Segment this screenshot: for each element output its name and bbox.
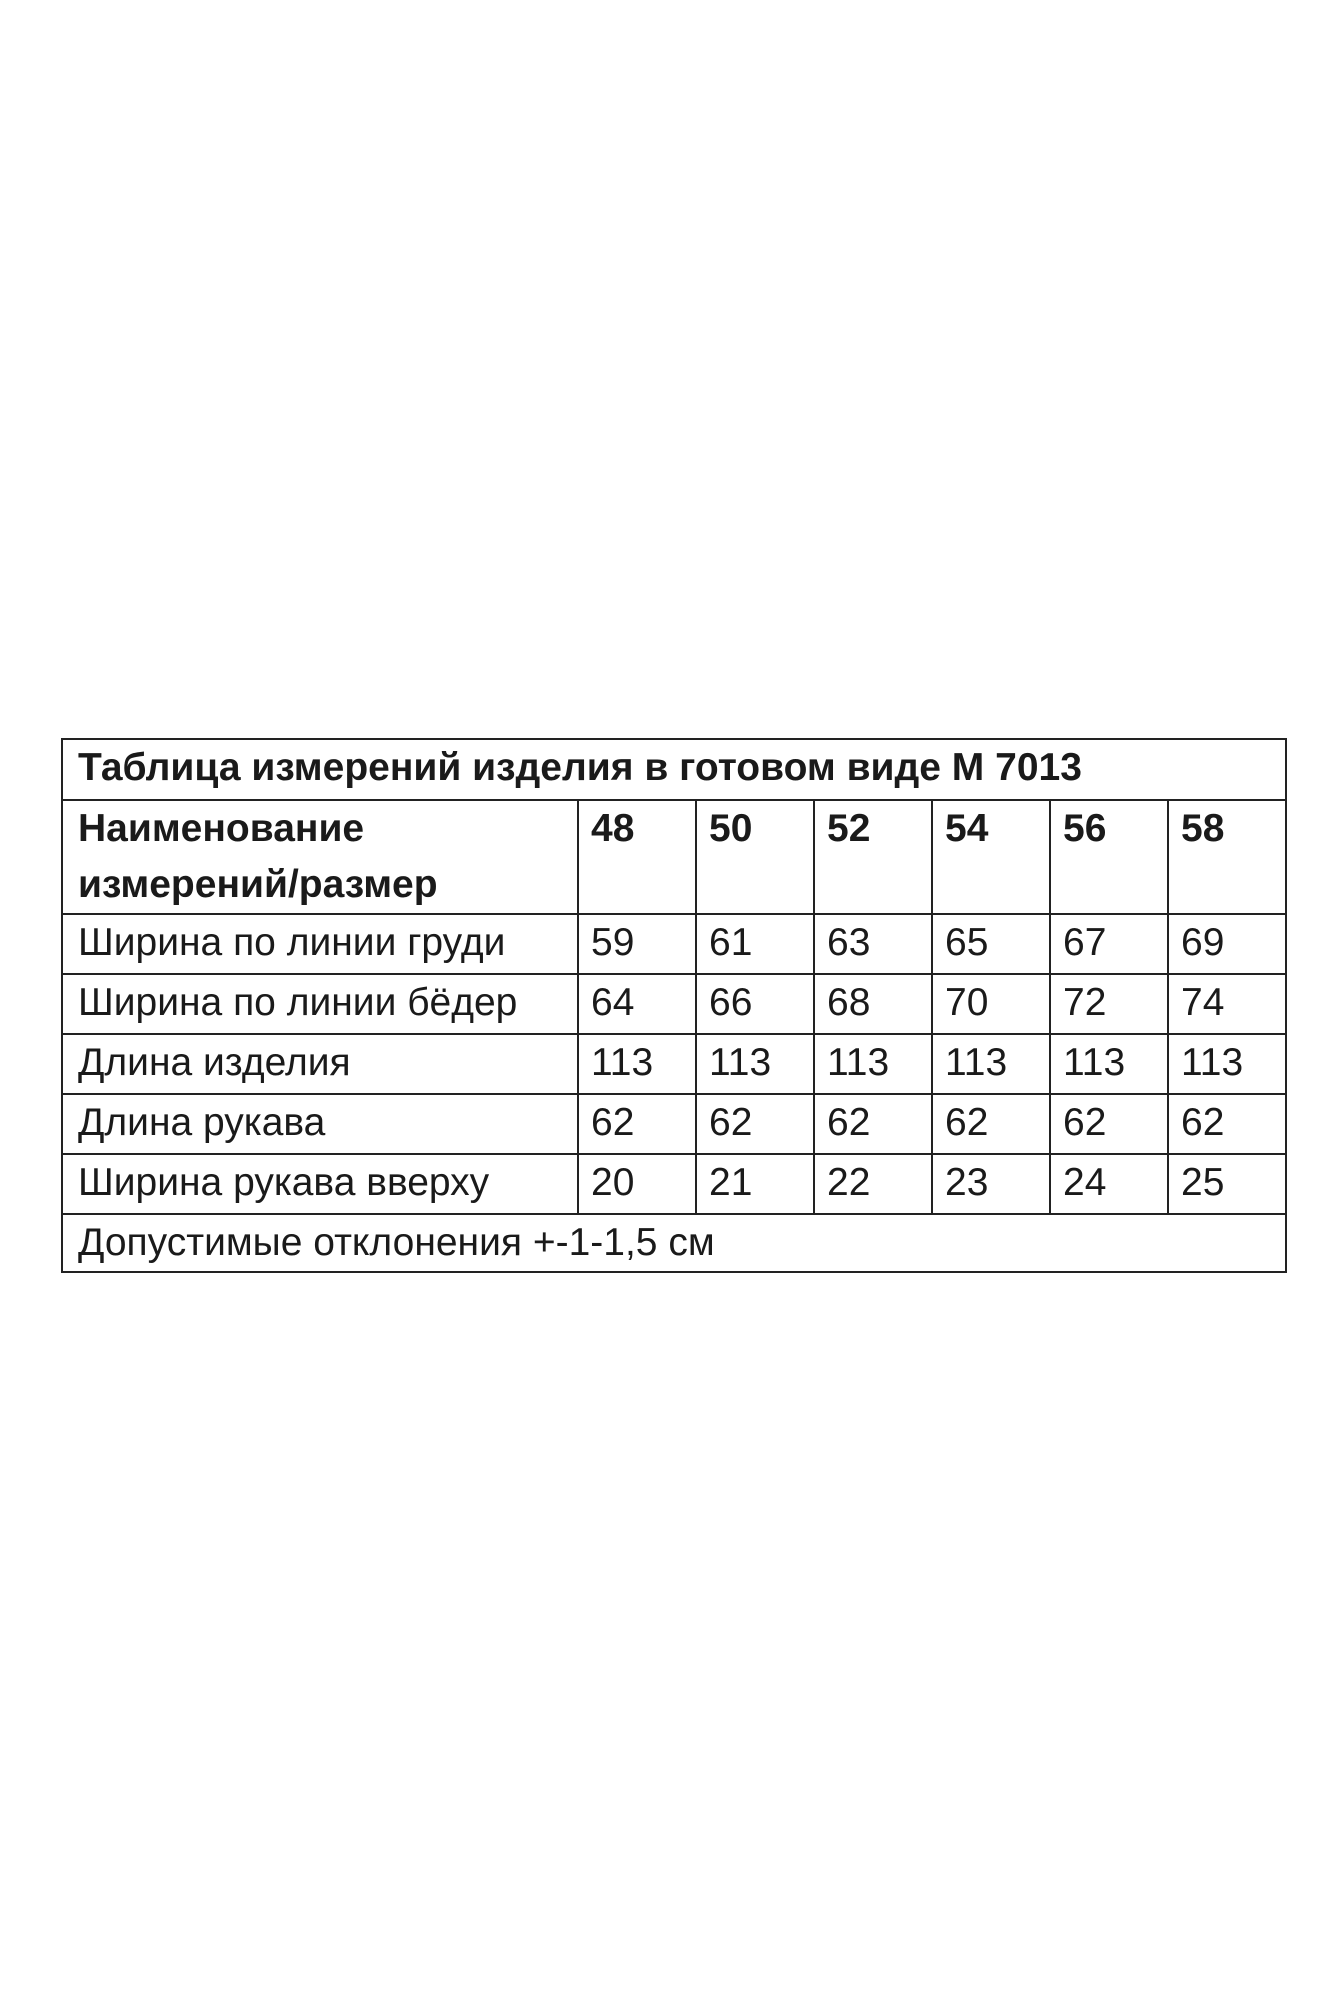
table-cell: 25 bbox=[1168, 1154, 1286, 1214]
table-cell: 20 bbox=[578, 1154, 696, 1214]
table-cell: 61 bbox=[696, 914, 814, 974]
header-label-line2: измерений/размер bbox=[78, 863, 438, 906]
table-cell: 70 bbox=[932, 974, 1050, 1034]
table-cell: 69 bbox=[1168, 914, 1286, 974]
row-label: Ширина по линии груди bbox=[62, 914, 578, 974]
table-cell: 59 bbox=[578, 914, 696, 974]
table-cell: 21 bbox=[696, 1154, 814, 1214]
header-label bbox=[62, 800, 578, 914]
table-cell: 23 bbox=[932, 1154, 1050, 1214]
size-header-50: 50 bbox=[696, 800, 814, 914]
table-cell: 62 bbox=[814, 1094, 932, 1154]
table-row bbox=[62, 1094, 1286, 1154]
table-cell: 65 bbox=[932, 914, 1050, 974]
row-label: Длина рукава bbox=[62, 1094, 578, 1154]
table-cell: 66 bbox=[696, 974, 814, 1034]
table-cell: 113 bbox=[578, 1034, 696, 1094]
table-cell: 62 bbox=[696, 1094, 814, 1154]
row-label: Ширина рукава вверху bbox=[62, 1154, 578, 1214]
table-cell: 24 bbox=[1050, 1154, 1168, 1214]
tolerance-note: Допустимые отклонения +-1-1,5 см bbox=[62, 1214, 1286, 1272]
table-cell: 113 bbox=[1168, 1034, 1286, 1094]
table-cell: 67 bbox=[1050, 914, 1168, 974]
size-header-54: 54 bbox=[932, 800, 1050, 914]
table-cell: 72 bbox=[1050, 974, 1168, 1034]
row-label: Длина изделия bbox=[62, 1034, 578, 1094]
table-cell: 113 bbox=[932, 1034, 1050, 1094]
table-cell: 74 bbox=[1168, 974, 1286, 1034]
size-header-58: 58 bbox=[1168, 800, 1286, 914]
table-footer-row bbox=[62, 1214, 1286, 1272]
size-header-56: 56 bbox=[1050, 800, 1168, 914]
table-cell: 22 bbox=[814, 1154, 932, 1214]
size-chart-table bbox=[61, 738, 1287, 1273]
table-title: Таблица измерений изделия в готовом виде М 7013 bbox=[62, 739, 1286, 800]
table-cell: 63 bbox=[814, 914, 932, 974]
table-cell: 68 bbox=[814, 974, 932, 1034]
table-cell: 62 bbox=[932, 1094, 1050, 1154]
table-cell: 113 bbox=[696, 1034, 814, 1094]
table-row bbox=[62, 914, 1286, 974]
table-row bbox=[62, 974, 1286, 1034]
row-label: Ширина по линии бёдер bbox=[62, 974, 578, 1034]
table-row bbox=[62, 1154, 1286, 1214]
table-cell: 64 bbox=[578, 974, 696, 1034]
table-row bbox=[62, 1034, 1286, 1094]
header-label-line1: Наименование bbox=[78, 807, 365, 850]
size-header-48: 48 bbox=[578, 800, 696, 914]
table-cell: 113 bbox=[814, 1034, 932, 1094]
size-header-52: 52 bbox=[814, 800, 932, 914]
table-cell: 62 bbox=[578, 1094, 696, 1154]
table-cell: 62 bbox=[1050, 1094, 1168, 1154]
table-cell: 62 bbox=[1168, 1094, 1286, 1154]
table-header-row bbox=[62, 800, 1286, 914]
table-cell: 113 bbox=[1050, 1034, 1168, 1094]
table-title-row bbox=[62, 739, 1286, 800]
